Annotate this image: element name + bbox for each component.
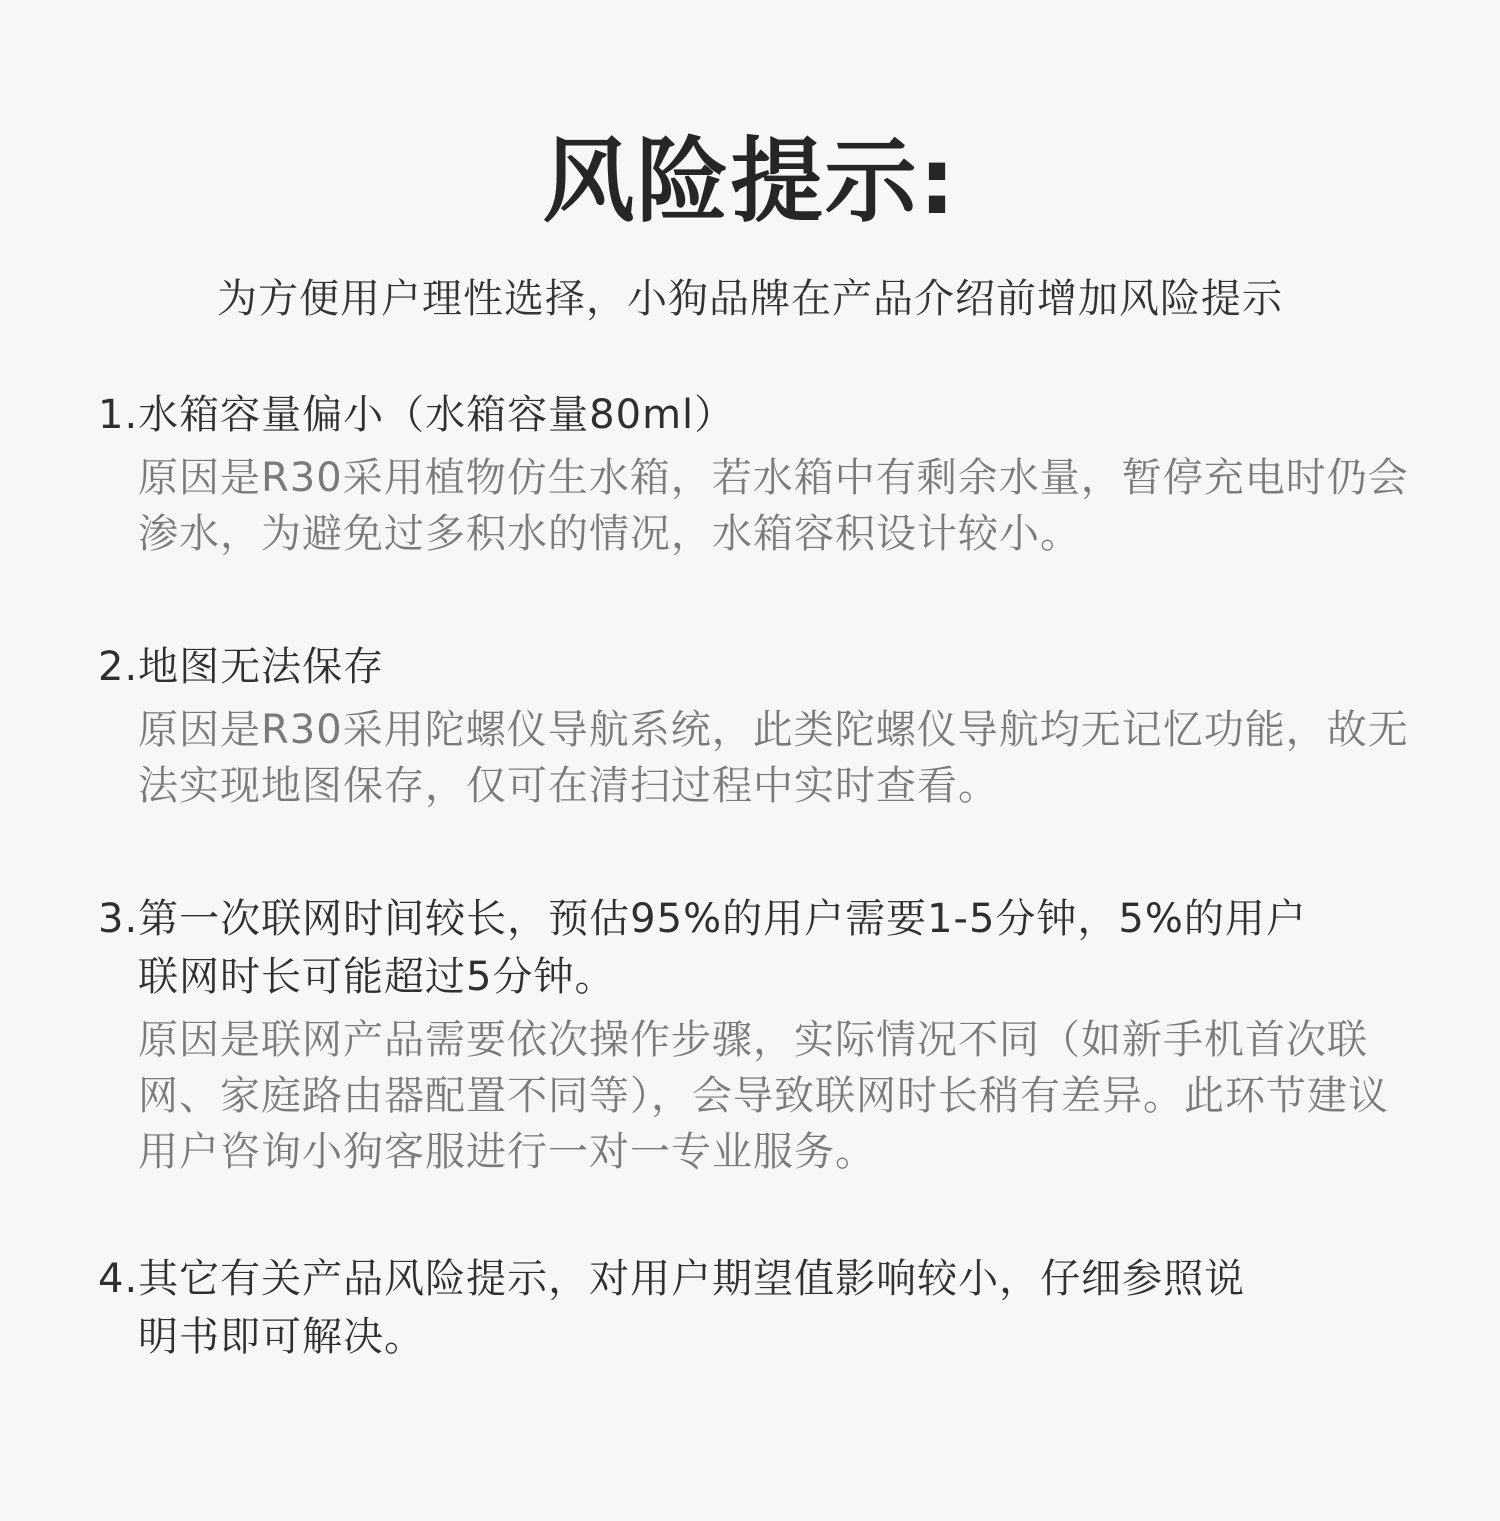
risk-item-number: 4. <box>98 1256 139 1302</box>
page-subtitle: 为方便用户理性选择，小狗品牌在产品介绍前增加风险提示 <box>217 276 1283 322</box>
risk-item-heading-text: 地图无法保存 <box>138 644 385 690</box>
risk-item-heading <box>98 386 1438 444</box>
risk-item-reason: 原因是R30采用植物仿生水箱，若水箱中有剩余水量，暂停充电时仍会渗水，为避免过多积水的情况，水箱容积设计较小。 <box>138 455 1409 557</box>
risk-item-number: 2. <box>98 644 139 690</box>
risk-item-number: 3. <box>98 896 139 942</box>
risk-item-heading <box>98 638 1438 696</box>
risk-item-heading-text: 水箱容量偏小（水箱容量80ml） <box>138 392 736 438</box>
risk-item-heading <box>98 1250 1438 1366</box>
risk-item-3 <box>98 890 1438 1180</box>
risk-item-reason: 原因是R30采用陀螺仪导航系统，此类陀螺仪导航均无记忆功能，故无法实现地图保存，仅可在清扫过程中实时查看。 <box>138 707 1409 809</box>
risk-item-reason: 原因是联网产品需要依次操作步骤，实际情况不同（如新手机首次联网、家庭路由器配置不同等），会导致联网时长稍有差异。此环节建议用户咨询小狗客服进行一对一专业服务。 <box>138 1017 1389 1175</box>
risk-item-heading-continued: 联网时长可能超过5分钟。 <box>138 954 616 1000</box>
risk-item-1 <box>98 386 1438 562</box>
risk-item-heading-text: 第一次联网时间较长，预估95%的用户需要1-5分钟，5%的用户 <box>138 896 1307 942</box>
risk-item-2 <box>98 638 1438 814</box>
risk-item-heading-text: 其它有关产品风险提示，对用户期望值影响较小，仔细参照说 <box>138 1256 1246 1302</box>
page-title: 风险提示: <box>542 128 958 235</box>
risk-item-heading <box>98 890 1438 1006</box>
risk-item-heading-continued: 明书即可解决。 <box>138 1314 425 1360</box>
risk-item-number: 1. <box>98 392 139 438</box>
risk-item-4 <box>98 1250 1438 1366</box>
